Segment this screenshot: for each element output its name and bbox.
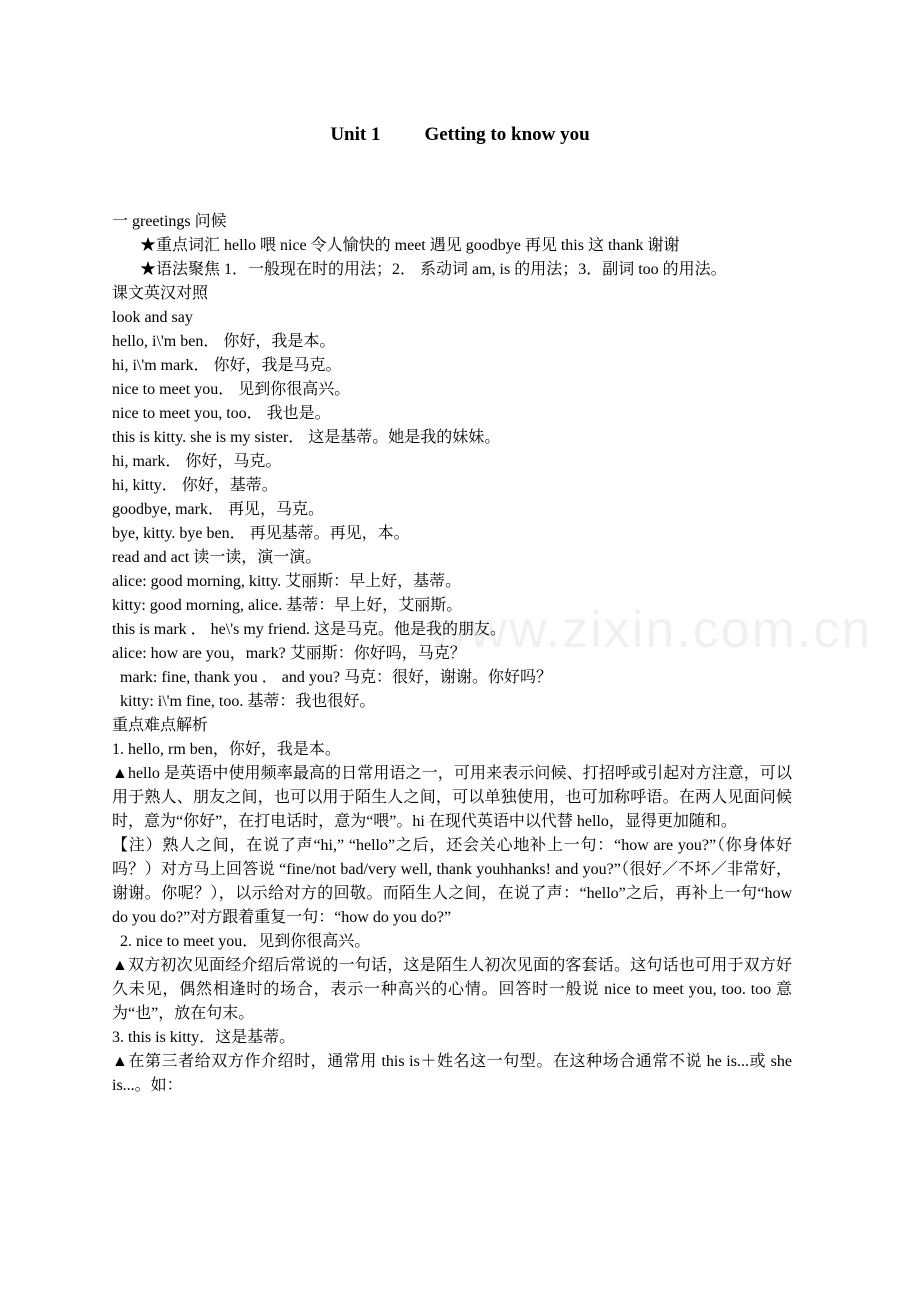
document-body xyxy=(112,210,792,1098)
dialogue-line: mark: fine, thank you ． and you? 马克：很好，谢谢。你好吗？ xyxy=(120,669,552,686)
title-topic: Getting to know you xyxy=(424,124,590,145)
dialogue-line: nice to meet you, too． 我也是。 xyxy=(112,405,331,422)
page-title xyxy=(0,124,920,146)
grammar-focus: ★语法聚焦 1．一般现在时的用法；2． 系动词 am, is 的用法；3．副词 too 的用法。 xyxy=(140,261,727,278)
point-heading: 1. hello, rm ben，你好，我是本。 xyxy=(112,741,341,758)
watermark: www.zixin.com.cn xyxy=(430,601,873,659)
dialogue-line: this is kitty. she is my sister． 这是基蒂。她是我的妹妹。 xyxy=(112,429,501,446)
section-heading: 一 greetings 问候 xyxy=(112,213,227,230)
subheading-text-translation: 课文英汉对照 xyxy=(112,285,209,302)
dialogue-line: hi, kitty． 你好，基蒂。 xyxy=(112,477,278,494)
dialogue-line: hello, i\'m ben． 你好，我是本。 xyxy=(112,333,336,350)
dialogue-line: bye, kitty. bye ben． 再见基蒂。再见，本。 xyxy=(112,525,410,542)
dialogue-line: nice to meet you． 见到你很高兴。 xyxy=(112,381,351,398)
dialogue-line: alice: good morning, kitty. 艾丽斯：早上好，基蒂。 xyxy=(112,573,462,590)
key-vocabulary: ★重点词汇 hello 喂 nice 令人愉快的 meet 遇见 goodbye 再见 this 这 thank 谢谢 xyxy=(140,237,680,254)
dialogue-line: alice: how are you，mark? 艾丽斯：你好吗，马克？ xyxy=(112,645,466,662)
dialogue-line: kitty: good morning, alice. 基蒂：早上好，艾丽斯。 xyxy=(112,597,463,614)
explanation-paragraph: ▲双方初次见面经介绍后常说的一句话，这是陌生人初次见面的客套话。这句话也可用于双方好久未见，偶然相逢时的场合，表示一种高兴的心情。回答时一般说 nice to meet you, too. too 意为“也”，放在句末。 xyxy=(112,957,792,1022)
note-paragraph: 【注）熟人之间，在说了声“hi,” “hello”之后，还会关心地补上一句：“how are you?”（你身体好吗？）对方马上回答说 “fine/not bad/very well, thank youhhanks! and you?”（很好／不坏／非常好，谢谢。你呢？），以示给对方的回敬。而陌生人之间，在说了声：“hello”之后，再补上一句“how do you do?”对方跟着重复一句：“how do you do?” xyxy=(112,837,792,926)
dialogue-line: kitty: i\'m fine, too. 基蒂：我也很好。 xyxy=(120,693,376,710)
dialogue-line: hi, mark． 你好，马克。 xyxy=(112,453,282,470)
explanation-paragraph: ▲在第三者给双方作介绍时，通常用 this is＋姓名这一句型。在这种场合通常不说 he is...或 she is...。如： xyxy=(112,1053,792,1094)
dialogue-line: this is mark ． he\'s my friend. 这是马克。他是我的朋友。 xyxy=(112,621,506,638)
dialogue-line: goodbye, mark． 再见，马克。 xyxy=(112,501,324,518)
point-heading: 3. this is kitty．这是基蒂。 xyxy=(112,1029,296,1046)
subheading-read-and-act: read and act 读一读，演一演。 xyxy=(112,549,322,566)
subheading-key-points: 重点难点解析 xyxy=(112,717,209,734)
explanation-paragraph: ▲hello 是英语中使用频率最高的日常用语之一，可用来表示问候、打招呼或引起对方注意，可以用于熟人、朋友之间，也可以用于陌生人之间，可以单独使用，也可加称呼语。在两人见面问候时，意为“你好”，在打电话时，意为“喂”。hi 在现代英语中以代替 hello，显得更加随和。 xyxy=(112,765,792,830)
title-unit: Unit 1 xyxy=(330,124,381,145)
point-heading: 2. nice to meet you．见到你很高兴。 xyxy=(120,933,371,950)
dialogue-line: hi, i\'m mark． 你好，我是马克。 xyxy=(112,357,342,374)
subheading-look-and-say: look and say xyxy=(112,309,193,326)
